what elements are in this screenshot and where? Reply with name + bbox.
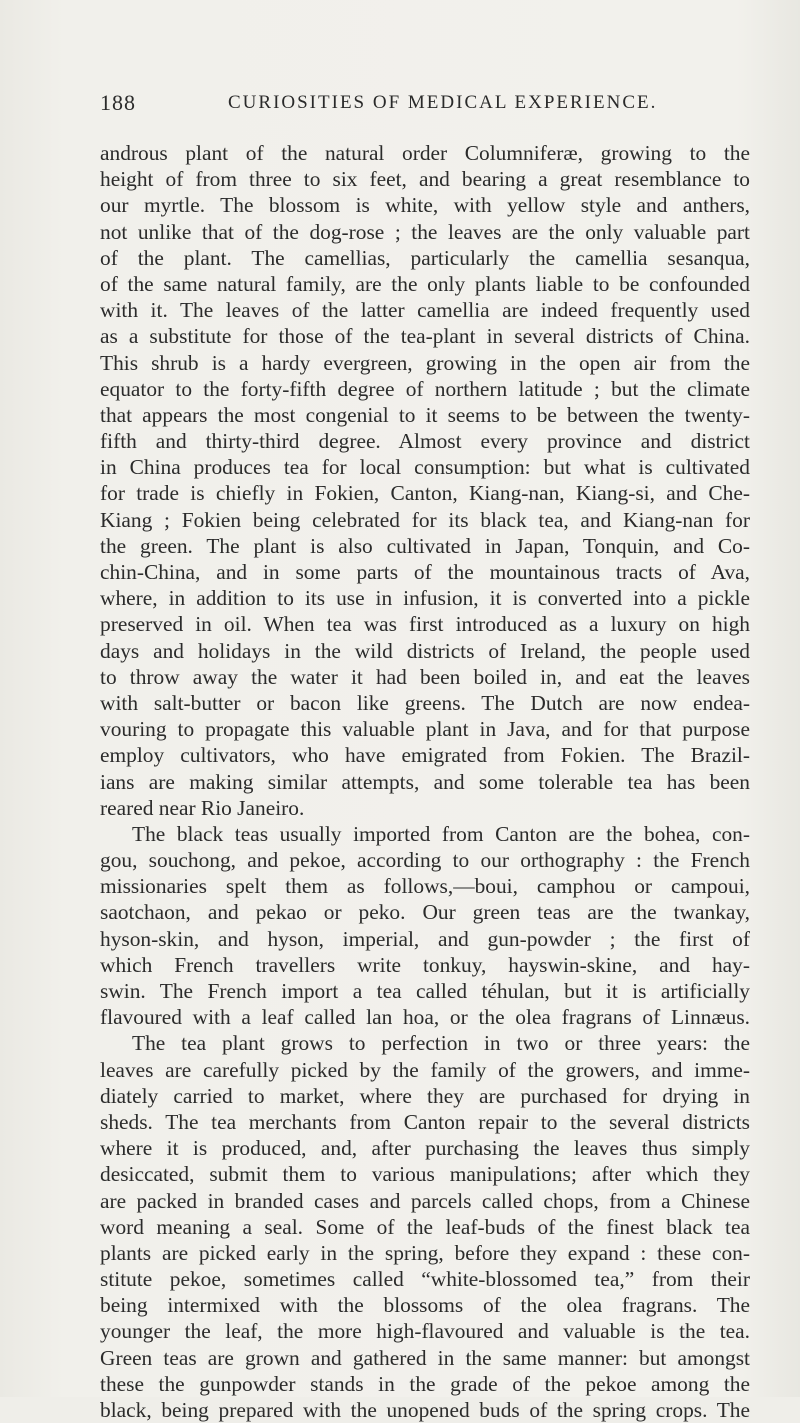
- text-line: our myrtle. The blossom is white, with yellow style and anthers,: [100, 193, 750, 218]
- text-line: Green teas are grown and gathered in the same manner: but amongst: [100, 1345, 750, 1370]
- text-line: where it is produced, and, after purchasing the leaves thus simply: [100, 1136, 750, 1161]
- text-line: fifth and thirty-third degree. Almost every province and district: [100, 429, 750, 454]
- text-line: that appears the most congenial to it seems to be between the twenty-: [100, 402, 750, 427]
- text-line: in China produces tea for local consumption: but what is cultivated: [100, 455, 750, 480]
- text-line: to throw away the water it had been boiled in, and eat the leaves: [100, 664, 750, 689]
- text-line: stitute pekoe, sometimes called “white-blossomed tea,” from their: [100, 1267, 750, 1292]
- text-line: leaves are carefully picked by the family of the growers, and imme-: [100, 1057, 750, 1082]
- text-line: androus plant of the natural order Columniferæ, growing to the: [100, 141, 750, 165]
- text-line: days and holidays in the wild districts of Ireland, the people used: [100, 638, 750, 663]
- running-head: CURIOSITIES OF MEDICAL EXPERIENCE.: [228, 92, 658, 113]
- text-line: ians are making similar attempts, and some tolerable tea has been: [100, 769, 750, 794]
- page-number: 188: [100, 90, 136, 115]
- text-line: employ cultivators, who have emigrated from Fokien. The Brazil-: [100, 743, 750, 768]
- text-line: for trade is chiefly in Fokien, Canton, Kiang-nan, Kiang-si, and Che-: [100, 481, 750, 506]
- text-line: diately carried to market, where they are purchased for drying in: [100, 1083, 750, 1108]
- text-line: chin-China, and in some parts of the mountainous tracts of Ava,: [100, 560, 750, 584]
- text-line: The black teas usually imported from Canton are the bohea, con-: [132, 821, 750, 846]
- text-line: being intermixed with the blossoms of the olea fragrans. The: [100, 1293, 750, 1318]
- text-line: of the same natural family, are the only plants liable to be confounded: [100, 271, 750, 296]
- text-line: This shrub is a hardy evergreen, growing in the open air from the: [100, 350, 750, 375]
- text-line: equator to the forty-fifth degree of northern latitude ; but the climate: [100, 376, 750, 401]
- text-line: saotchaon, and pekao or peko. Our green teas are the twankay,: [100, 900, 750, 925]
- text-line: word meaning a seal. Some of the leaf-buds of the finest black tea: [100, 1214, 750, 1239]
- text-line: missionaries spelt them as follows,—boui, camphou or campoui,: [100, 874, 750, 899]
- text-line: plants are picked early in the spring, before they expand : these con-: [100, 1240, 750, 1265]
- text-line: The tea plant grows to perfection in two or three years: the: [132, 1031, 750, 1056]
- text-line: desiccated, submit them to various manipulations; after which they: [100, 1162, 750, 1187]
- text-line: which French travellers write tonkuy, hayswin-skine, and hay-: [100, 952, 750, 977]
- text-line: with it. The leaves of the latter camellia are indeed frequently used: [100, 298, 750, 323]
- text-line: vouring to propagate this valuable plant in Java, and for that purpose: [100, 717, 750, 742]
- text-line: where, in addition to its use in infusion, it is converted into a pickle: [100, 586, 750, 611]
- text-line: are packed in branded cases and parcels called chops, from a Chinese: [100, 1188, 750, 1213]
- text-line: preserved in oil. When tea was first introduced as a luxury on high: [100, 612, 750, 637]
- text-line: swin. The French import a tea called téhulan, but it is artificially: [100, 979, 750, 1003]
- text-line: younger the leaf, the more high-flavoured and valuable is the tea.: [100, 1319, 750, 1344]
- text-line: sheds. The tea merchants from Canton repair to the several districts: [100, 1109, 750, 1134]
- text-line: reared near Rio Janeiro.: [100, 795, 305, 820]
- text-line: gou, souchong, and pekoe, according to our orthography : the French: [100, 848, 750, 873]
- text-line: of the plant. The camellias, particularly the camellia sesanqua,: [100, 245, 750, 270]
- text-line: hyson-skin, and hyson, imperial, and gun-powder ; the first of: [100, 926, 750, 951]
- body-text: [100, 140, 750, 1423]
- text-line: height of from three to six feet, and bearing a great resemblance to: [100, 167, 750, 192]
- text-line: black, being prepared with the unopened buds of the spring crops. The: [100, 1398, 750, 1422]
- text-line: the green. The plant is also cultivated in Japan, Tonquin, and Co-: [100, 533, 750, 558]
- page-header: [90, 90, 750, 124]
- text-line: as a substitute for those of the tea-plant in several districts of China.: [100, 324, 750, 349]
- text-line: flavoured with a leaf called lan hoa, or the olea fragrans of Linnæus.: [100, 1005, 750, 1030]
- text-line: not unlike that of the dog-rose ; the leaves are the only valuable part: [100, 219, 750, 244]
- text-line: Kiang ; Fokien being celebrated for its black tea, and Kiang-nan for: [100, 507, 750, 532]
- text-line: with salt-butter or bacon like greens. The Dutch are now endea-: [100, 690, 750, 715]
- text-line: these the gunpowder stands in the grade of the pekoe among the: [100, 1371, 750, 1396]
